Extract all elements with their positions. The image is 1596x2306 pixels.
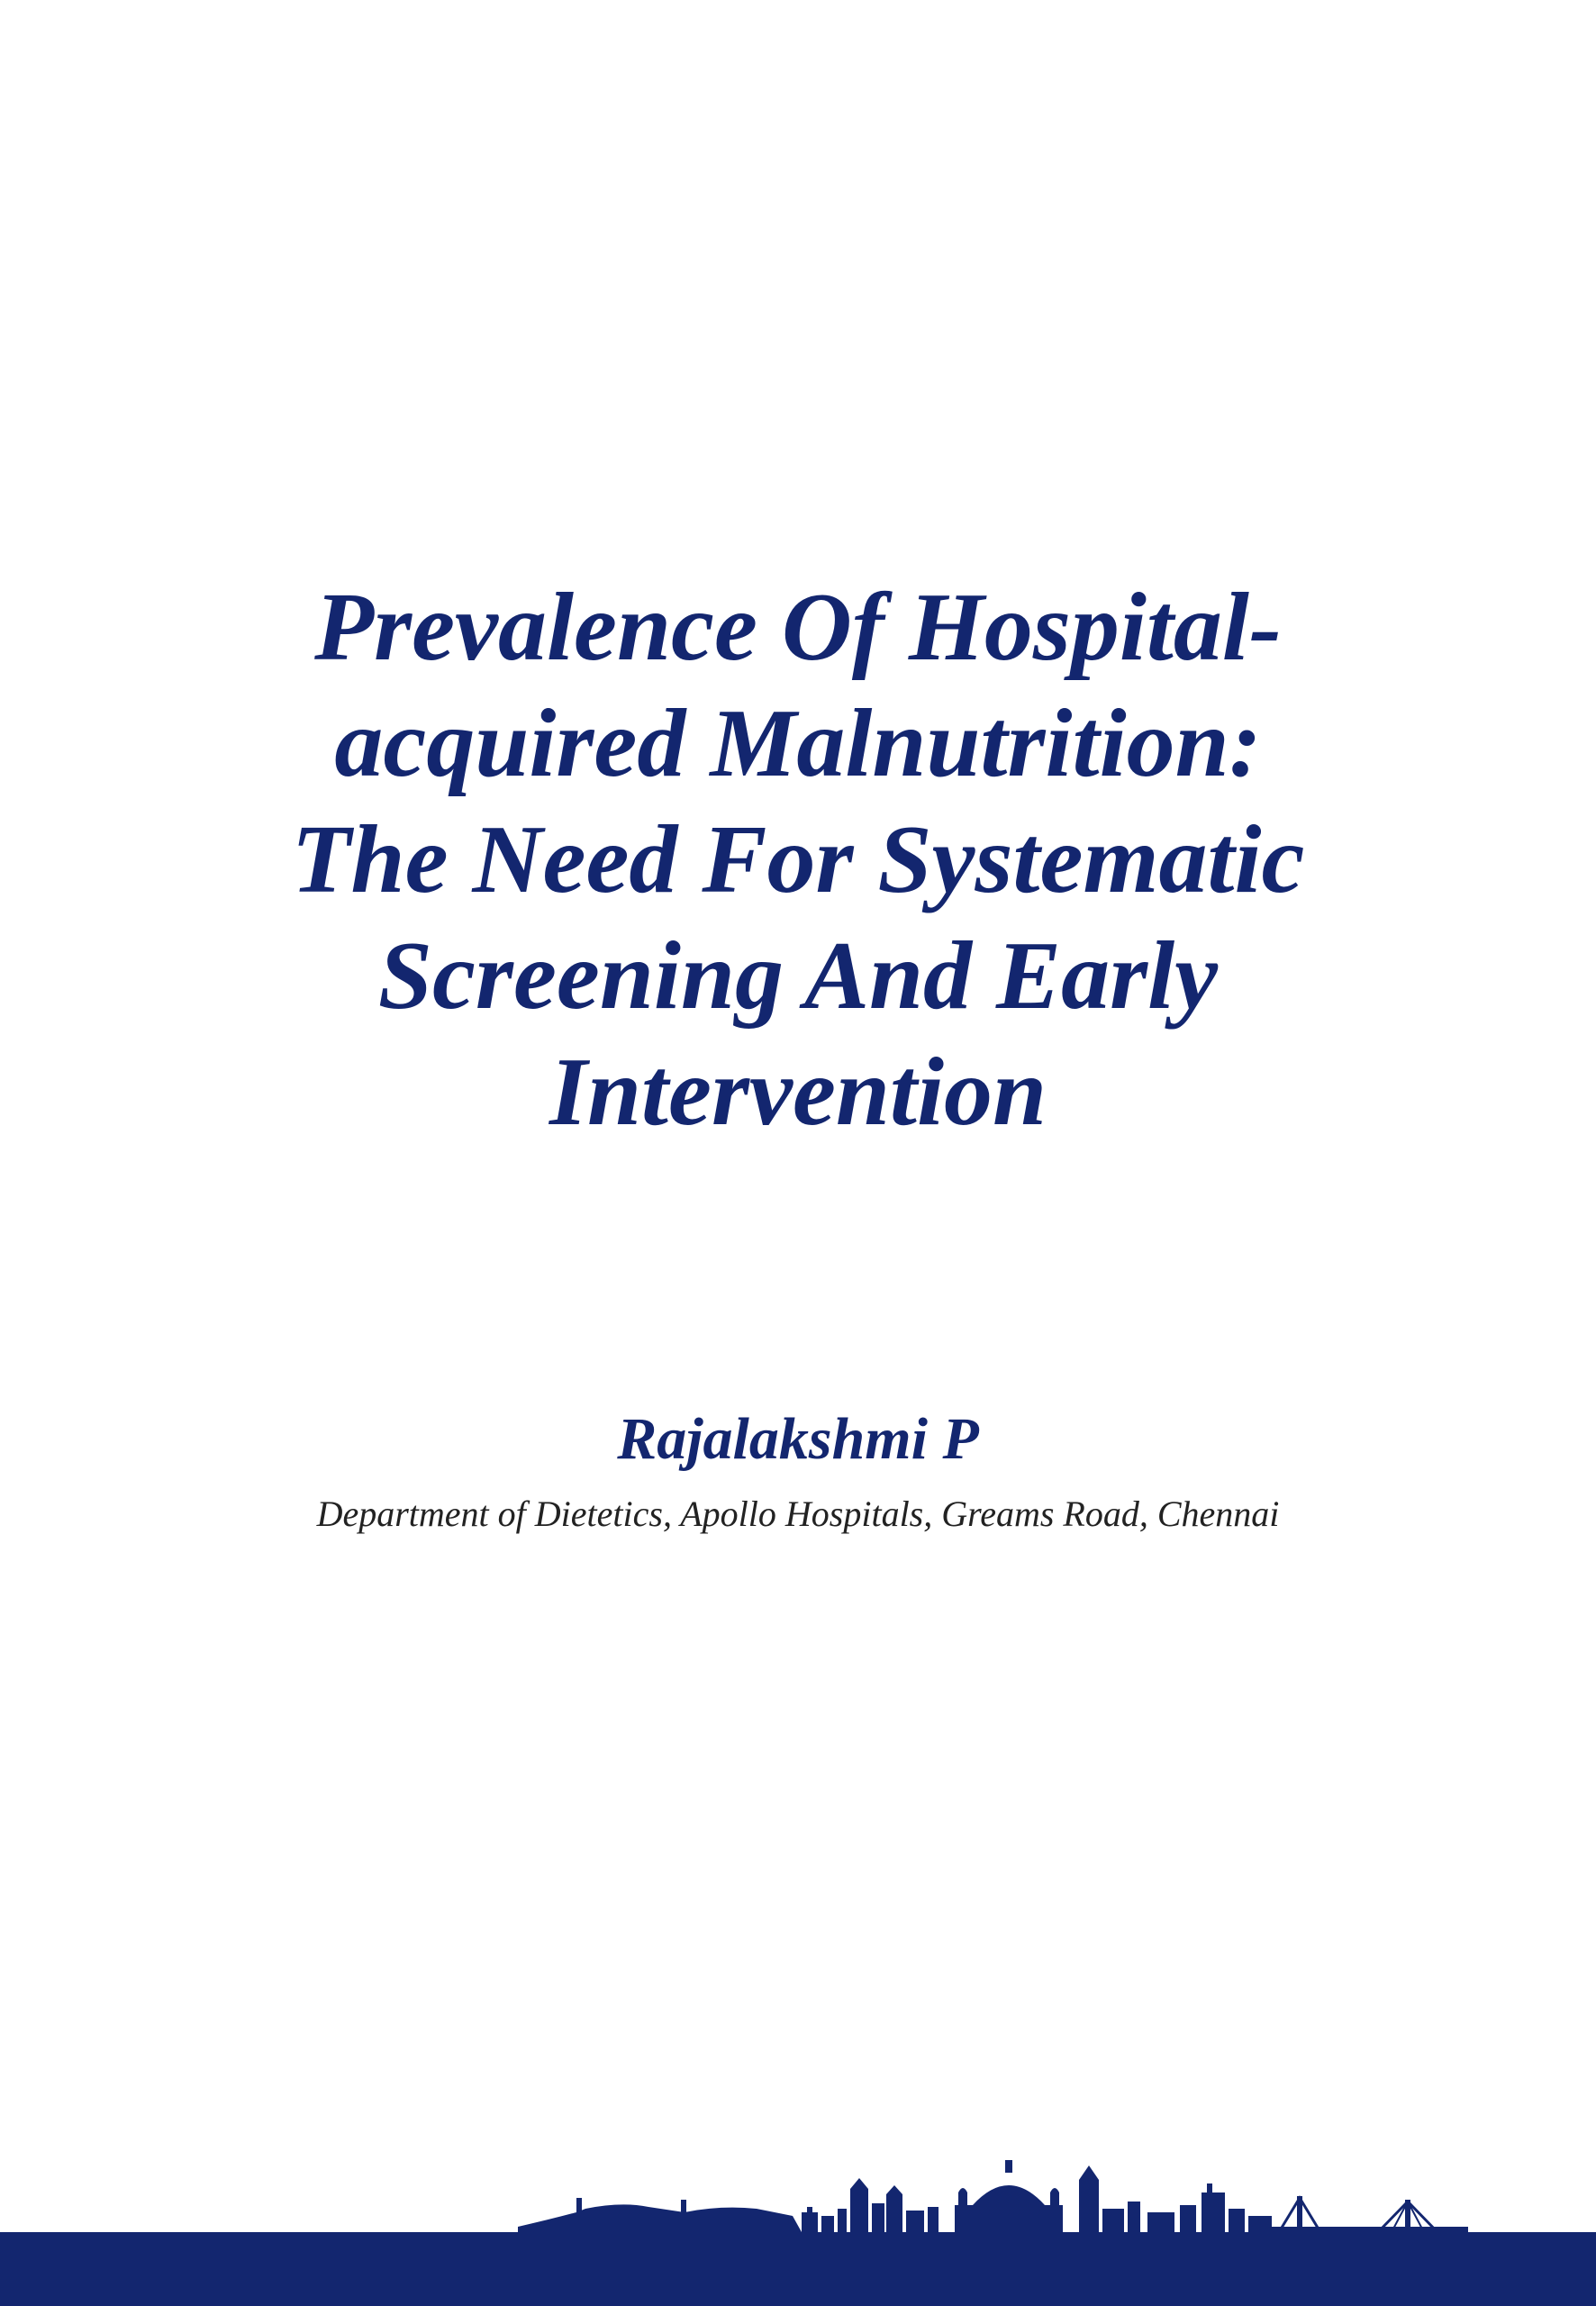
title-line: Prevalence Of Hospital- [314, 574, 1282, 681]
title-line: Screening And Early [377, 922, 1219, 1030]
city-skyline-icon [0, 2126, 1596, 2306]
footer-band [0, 2126, 1596, 2306]
author-name: Rajalakshmi P [617, 1406, 979, 1472]
title-line: Intervention [549, 1039, 1047, 1146]
paper-title [122, 569, 1474, 1150]
title-line: The Need For Systematic [291, 806, 1305, 913]
title-line: acquired Malnutrition: [334, 690, 1262, 797]
author-affiliation: Department of Dietetics, Apollo Hospitals, Greams Road, Chennai [316, 1493, 1280, 1534]
